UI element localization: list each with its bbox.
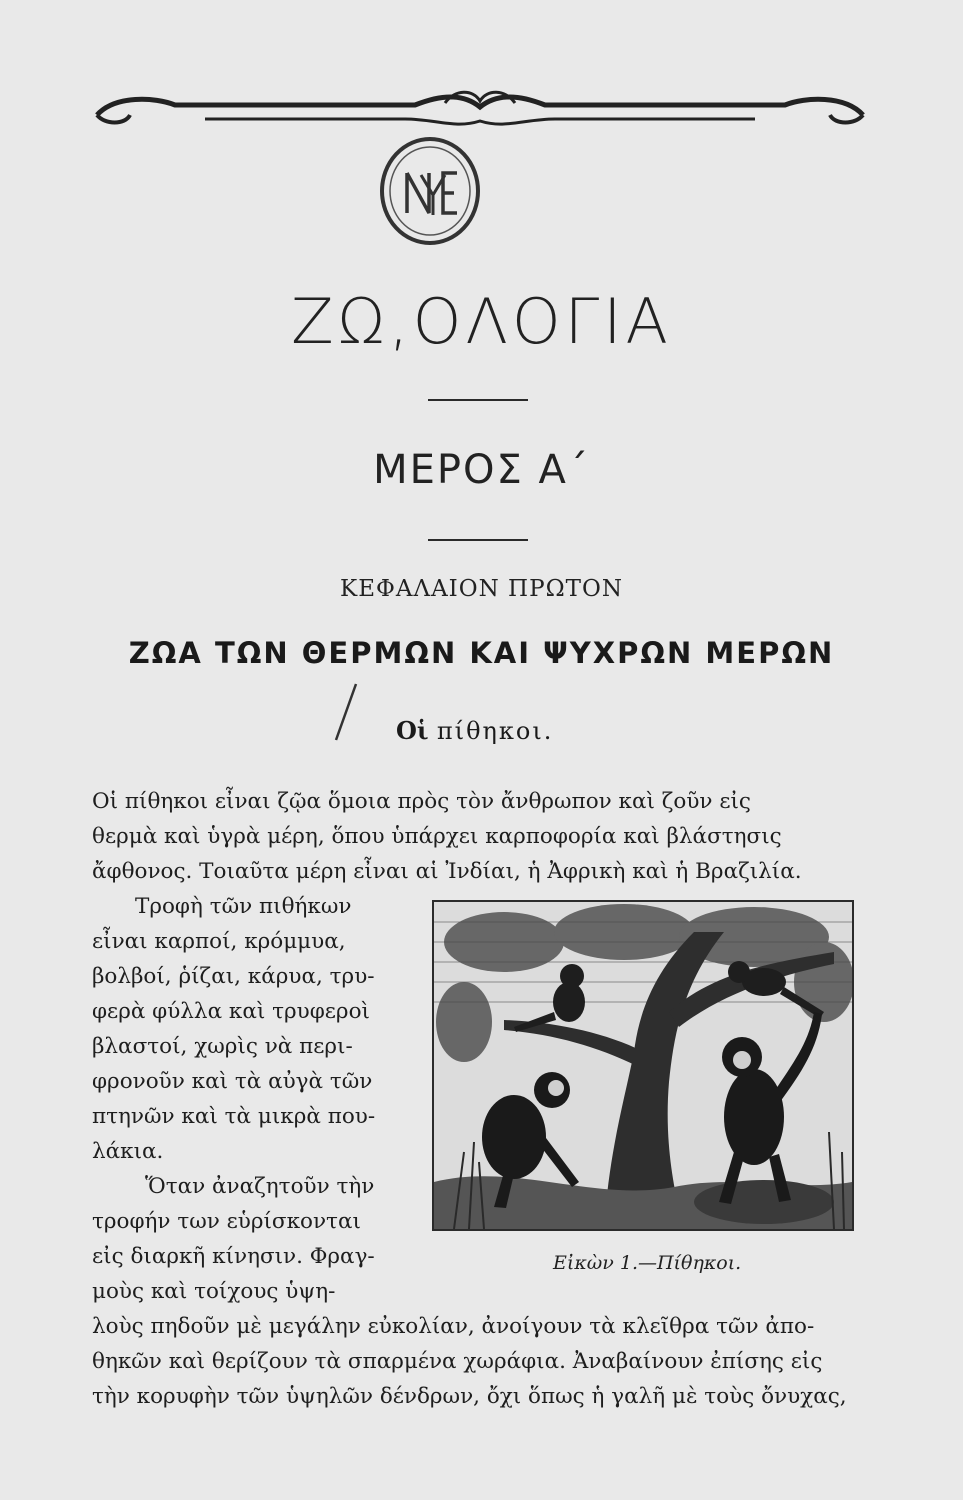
- title-divider: [428, 399, 528, 401]
- text-line: φρονοῦν καὶ τὰ αὐγὰ τῶν: [92, 1069, 373, 1094]
- text-line: εἰς διαρκῆ κίνησιν. Φραγ-: [92, 1244, 375, 1269]
- lesson-subtitle: [396, 716, 553, 745]
- publisher-seal-stamp: [377, 135, 483, 247]
- chapter-heading: ΚΕΦΑΛΑΙΟΝ ΠΡΩΤΟΝ: [340, 576, 623, 602]
- subtitle-rest: πίθηκοι.: [436, 717, 554, 745]
- text-line: μοὺς καὶ τοίχους ὑψη-: [92, 1279, 336, 1304]
- text-line: θερμὰ καὶ ὑγρὰ μέρη, ὅπου ὑπάρχει καρποφορία καὶ βλάστησις: [92, 824, 782, 849]
- monkeys-illustration: [432, 900, 854, 1231]
- subtitle-lead: Οἱ: [396, 716, 429, 745]
- decorative-ornament-border: [85, 85, 875, 135]
- text-line: βολβοί, ῥίζαι, κάρυα, τρυ-: [92, 964, 375, 989]
- text-line: τροφήν των εὑρίσκονται: [92, 1209, 361, 1234]
- text-line: Οἱ πίθηκοι εἶναι ζῷα ὅμοια πρὸς τὸν ἄνθρωπον καὶ ζοῦν εἰς: [92, 789, 751, 814]
- pencil-slash-mark: [330, 682, 360, 742]
- text-line: θηκῶν καὶ θερίζουν τὰ σπαρμένα χωράφια. Ἀναβαίνουν ἐπίσης εἰς: [92, 1349, 823, 1374]
- text-line: ἄφθονος. Τοιαῦτα μέρη εἶναι αἱ Ἰνδίαι, ἡ Ἀφρικὴ καὶ ἡ Βραζιλία.: [92, 859, 802, 884]
- figure-caption: Εἰκὼν 1.—Πίθηκοι.: [553, 1252, 742, 1274]
- text-line: λάκια.: [92, 1139, 164, 1164]
- text-line: βλαστοί, χωρὶς νὰ περι-: [92, 1034, 353, 1059]
- text-line: εἶναι καρποί, κρόμμυα,: [92, 929, 346, 954]
- text-line: τὴν κορυφὴν τῶν ὑψηλῶν δένδρων, ὄχι ὅπως ἡ γαλῆ μὲ τοὺς ὄνυχας,: [92, 1384, 847, 1409]
- monkeys-engraving-image: [434, 902, 852, 1229]
- section-heading: ΖΩΑ ΤΩΝ ΘΕΡΜΩΝ ΚΑΙ ΨΥΧΡΩΝ ΜΕΡΩΝ: [128, 636, 835, 670]
- book-title: ΖΩ,ΟΛΟΓΙΑ: [291, 285, 672, 358]
- part-divider: [428, 539, 528, 541]
- text-line: Τροφὴ τῶν πιθήκων: [135, 894, 352, 919]
- part-heading: ΜΕΡΟΣ Α΄: [373, 447, 590, 493]
- text-line: πτηνῶν καὶ τὰ μικρὰ που-: [92, 1104, 376, 1129]
- text-line: λοὺς πηδοῦν μὲ μεγάλην εὐκολίαν, ἀνοίγουν τὰ κλεῖθρα τῶν ἀπο-: [92, 1314, 815, 1339]
- text-line: Ὅταν ἀναζητοῦν τὴν: [145, 1174, 375, 1199]
- text-line: φερὰ φύλλα καὶ τρυφεροὶ: [92, 999, 370, 1024]
